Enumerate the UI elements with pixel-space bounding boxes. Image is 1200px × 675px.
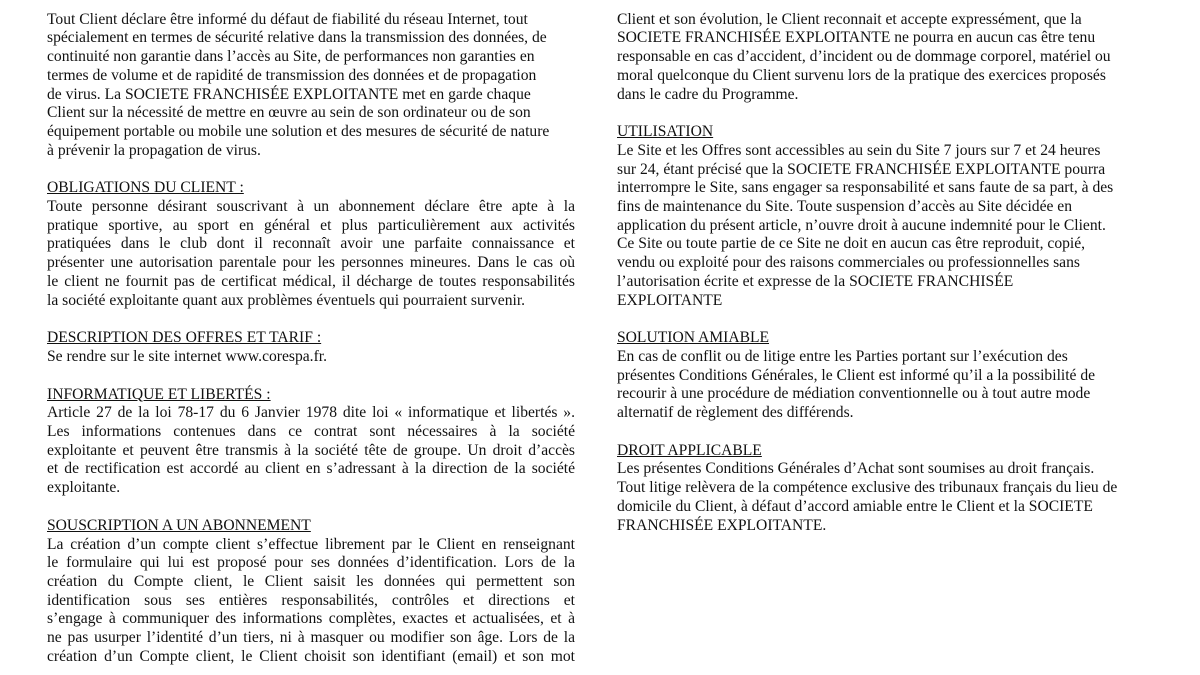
text-line: ne pas usurper l’identité d’un tiers, ni à masquer ou modifier son âge. Lors de la	[47, 629, 575, 647]
text-line: dans le cadre du Programme.	[617, 85, 799, 103]
section-informatique-et-libertes	[47, 386, 575, 498]
section-heading: SOLUTION AMIABLE	[617, 329, 770, 347]
section-heading: UTILISATION	[617, 123, 714, 141]
section-heading: INFORMATIQUE ET LIBERTÉS :	[47, 385, 271, 403]
section-spacer	[617, 310, 1139, 329]
text-line: à prévenir la propagation de virus.	[47, 141, 261, 159]
text-line: pratiquées dans le club dont il reconnaît avoir une parfaite connaissance et	[47, 235, 575, 253]
text-line: continuité non garantie dans l’accès au Site, de performances non garanties en	[47, 48, 535, 66]
section-spacer	[617, 104, 1139, 123]
text-line: présentes Conditions Générales, le Client est informé qu’il a la possibilité de	[617, 366, 1096, 384]
section-spacer	[617, 423, 1139, 442]
text-line: Tout Client déclare être informé du défaut de fiabilité du réseau Internet, tout	[47, 10, 528, 28]
text-line: termes de volume et de rapidité de transmission des données et de propagation	[47, 66, 537, 84]
text-line: le client ne fournit pas de certificat médical, il décharge de toutes responsabilités	[47, 272, 575, 290]
right-column	[617, 0, 1139, 535]
text-line: vendu ou exploité pour des raisons commerciales ou professionnelles sans	[617, 254, 1080, 272]
text-line: Les présentes Conditions Générales d’Achat sont soumises au droit français.	[617, 460, 1095, 478]
text-line: interrompre le Site, sans engager sa responsabilité et sans faute de sa part, à des	[617, 179, 1114, 197]
text-line: Toute personne désirant souscrivant à un abonnement déclare être apte à la	[47, 198, 575, 216]
section-utilisation	[617, 123, 1139, 310]
section-spacer	[47, 367, 575, 386]
text-line: domicile du Client, à défaut d’accord amiable entre le Client et la SOCIETE	[617, 497, 1093, 515]
text-line: FRANCHISÉE EXPLOITANTE.	[617, 516, 827, 534]
text-line: le formulaire qui lui est proposé pour ses données d’identification. Lors de la	[47, 554, 575, 572]
text-line: équipement portable ou mobile une solution et des mesures de sécurité de nature	[47, 122, 550, 140]
section-spacer	[47, 498, 575, 517]
text-line: de virus. La SOCIETE FRANCHISÉE EXPLOITANTE met en garde chaque	[47, 85, 531, 103]
text-line: sur 24, étant précisé que la SOCIETE FRANCHISÉE EXPLOITANTE pourra	[617, 160, 1106, 178]
text-line: Ce Site ou toute partie de ce Site ne doit en aucun cas être reproduit, copié,	[617, 235, 1086, 253]
section-continued	[47, 0, 575, 160]
text-line: Les informations contenues dans ce contrat sont nécessaires à la société	[47, 423, 575, 441]
text-line: création du Compte client, le Client saisit les données qui permettent son	[47, 572, 575, 590]
text-line: Article 27 de la loi 78-17 du 6 Janvier 1978 dite loi « informatique et libertés ».	[47, 404, 575, 422]
page-top-edge	[0, 0, 1200, 9]
section-heading: DROIT APPLICABLE	[617, 441, 762, 459]
text-line: moral quelconque du Client survenu lors de la pratique des exercices proposés	[617, 66, 1106, 84]
text-line: et de rectification est accordé au client en s’adressant à la direction de la société	[47, 460, 575, 478]
text-line: Client sur la nécessité de mettre en œuvre au sein de son ordinateur ou de son	[47, 104, 531, 122]
text-line: SOCIETE FRANCHISÉE EXPLOITANTE ne pourra en aucun cas être tenu	[617, 29, 1096, 47]
text-line: fins de maintenance du Site. Toute suspension d’accès au Site décidée en	[617, 198, 1073, 216]
text-line: la société exploitante quant aux problèmes éventuels qui pourraient survenir.	[47, 291, 526, 309]
text-line: Le Site et les Offres sont accessibles au sein du Site 7 jours sur 7 et 24 heures	[617, 141, 1101, 159]
text-line: En cas de conflit ou de litige entre les Parties portant sur l’exécution des	[617, 347, 1068, 365]
text-line: présenter une autorisation parentale pour les personnes mineures. Dans le cas où	[47, 254, 575, 272]
text-line: exploitante et peuvent être transmis à la société tête de groupe. Un droit d’accès	[47, 441, 575, 459]
text-line: recourir à une procédure de médiation conventionnelle ou à tout autre mode	[617, 385, 1091, 403]
section-droit-applicable	[617, 442, 1139, 536]
text-line: l’autorisation écrite et expresse de la SOCIETE FRANCHISÉE	[617, 272, 1014, 290]
text-line: pratique sportive, au sport en général et plus particulièrement aux activités	[47, 216, 575, 234]
text-line: La création d’un compte client s’effectue librement par le Client en renseignant	[47, 535, 575, 553]
section-description-des-offres-et-tarif	[47, 329, 575, 366]
text-line: identification sous ses entières responsabilités, contrôles et directions et	[47, 591, 575, 609]
section-heading: SOUSCRIPTION A UN ABONNEMENT	[47, 516, 311, 534]
text-line: exploitante.	[47, 479, 121, 497]
section-obligations-du-client	[47, 179, 575, 310]
section-heading: DESCRIPTION DES OFFRES ET TARIF :	[47, 329, 322, 347]
text-line: spécialement en termes de sécurité relative dans la transmission des données, de	[47, 29, 547, 47]
text-line: Se rendre sur le site internet www.corespa.fr.	[47, 347, 328, 365]
section-heading: OBLIGATIONS DU CLIENT :	[47, 179, 244, 197]
section-souscription-a-un-abonnement	[47, 517, 575, 667]
section-solution-amiable	[617, 329, 1139, 423]
text-line: application du présent article, n’ouvre droit à aucune indemnité pour le Client.	[617, 216, 1106, 234]
left-column	[47, 0, 575, 667]
text-line: EXPLOITANTE	[617, 291, 723, 309]
section-continued	[617, 0, 1139, 104]
text-line: alternatif de règlement des différends.	[617, 404, 854, 422]
text-line: création d’un Compte client, le Client choisit son identifiant (email) et son mot	[47, 647, 575, 665]
text-line: responsable en cas d’accident, d’incident ou de dommage corporel, matériel ou	[617, 48, 1111, 66]
section-spacer	[47, 310, 575, 329]
text-line: s’engage à communiquer des informations complètes, exactes et actualisées, et à	[47, 610, 575, 628]
section-spacer	[47, 160, 575, 179]
text-line: Client et son évolution, le Client reconnait et accepte expressément, que la	[617, 10, 1082, 28]
text-line: Tout litige relèvera de la compétence exclusive des tribunaux français du lieu de	[617, 479, 1118, 497]
